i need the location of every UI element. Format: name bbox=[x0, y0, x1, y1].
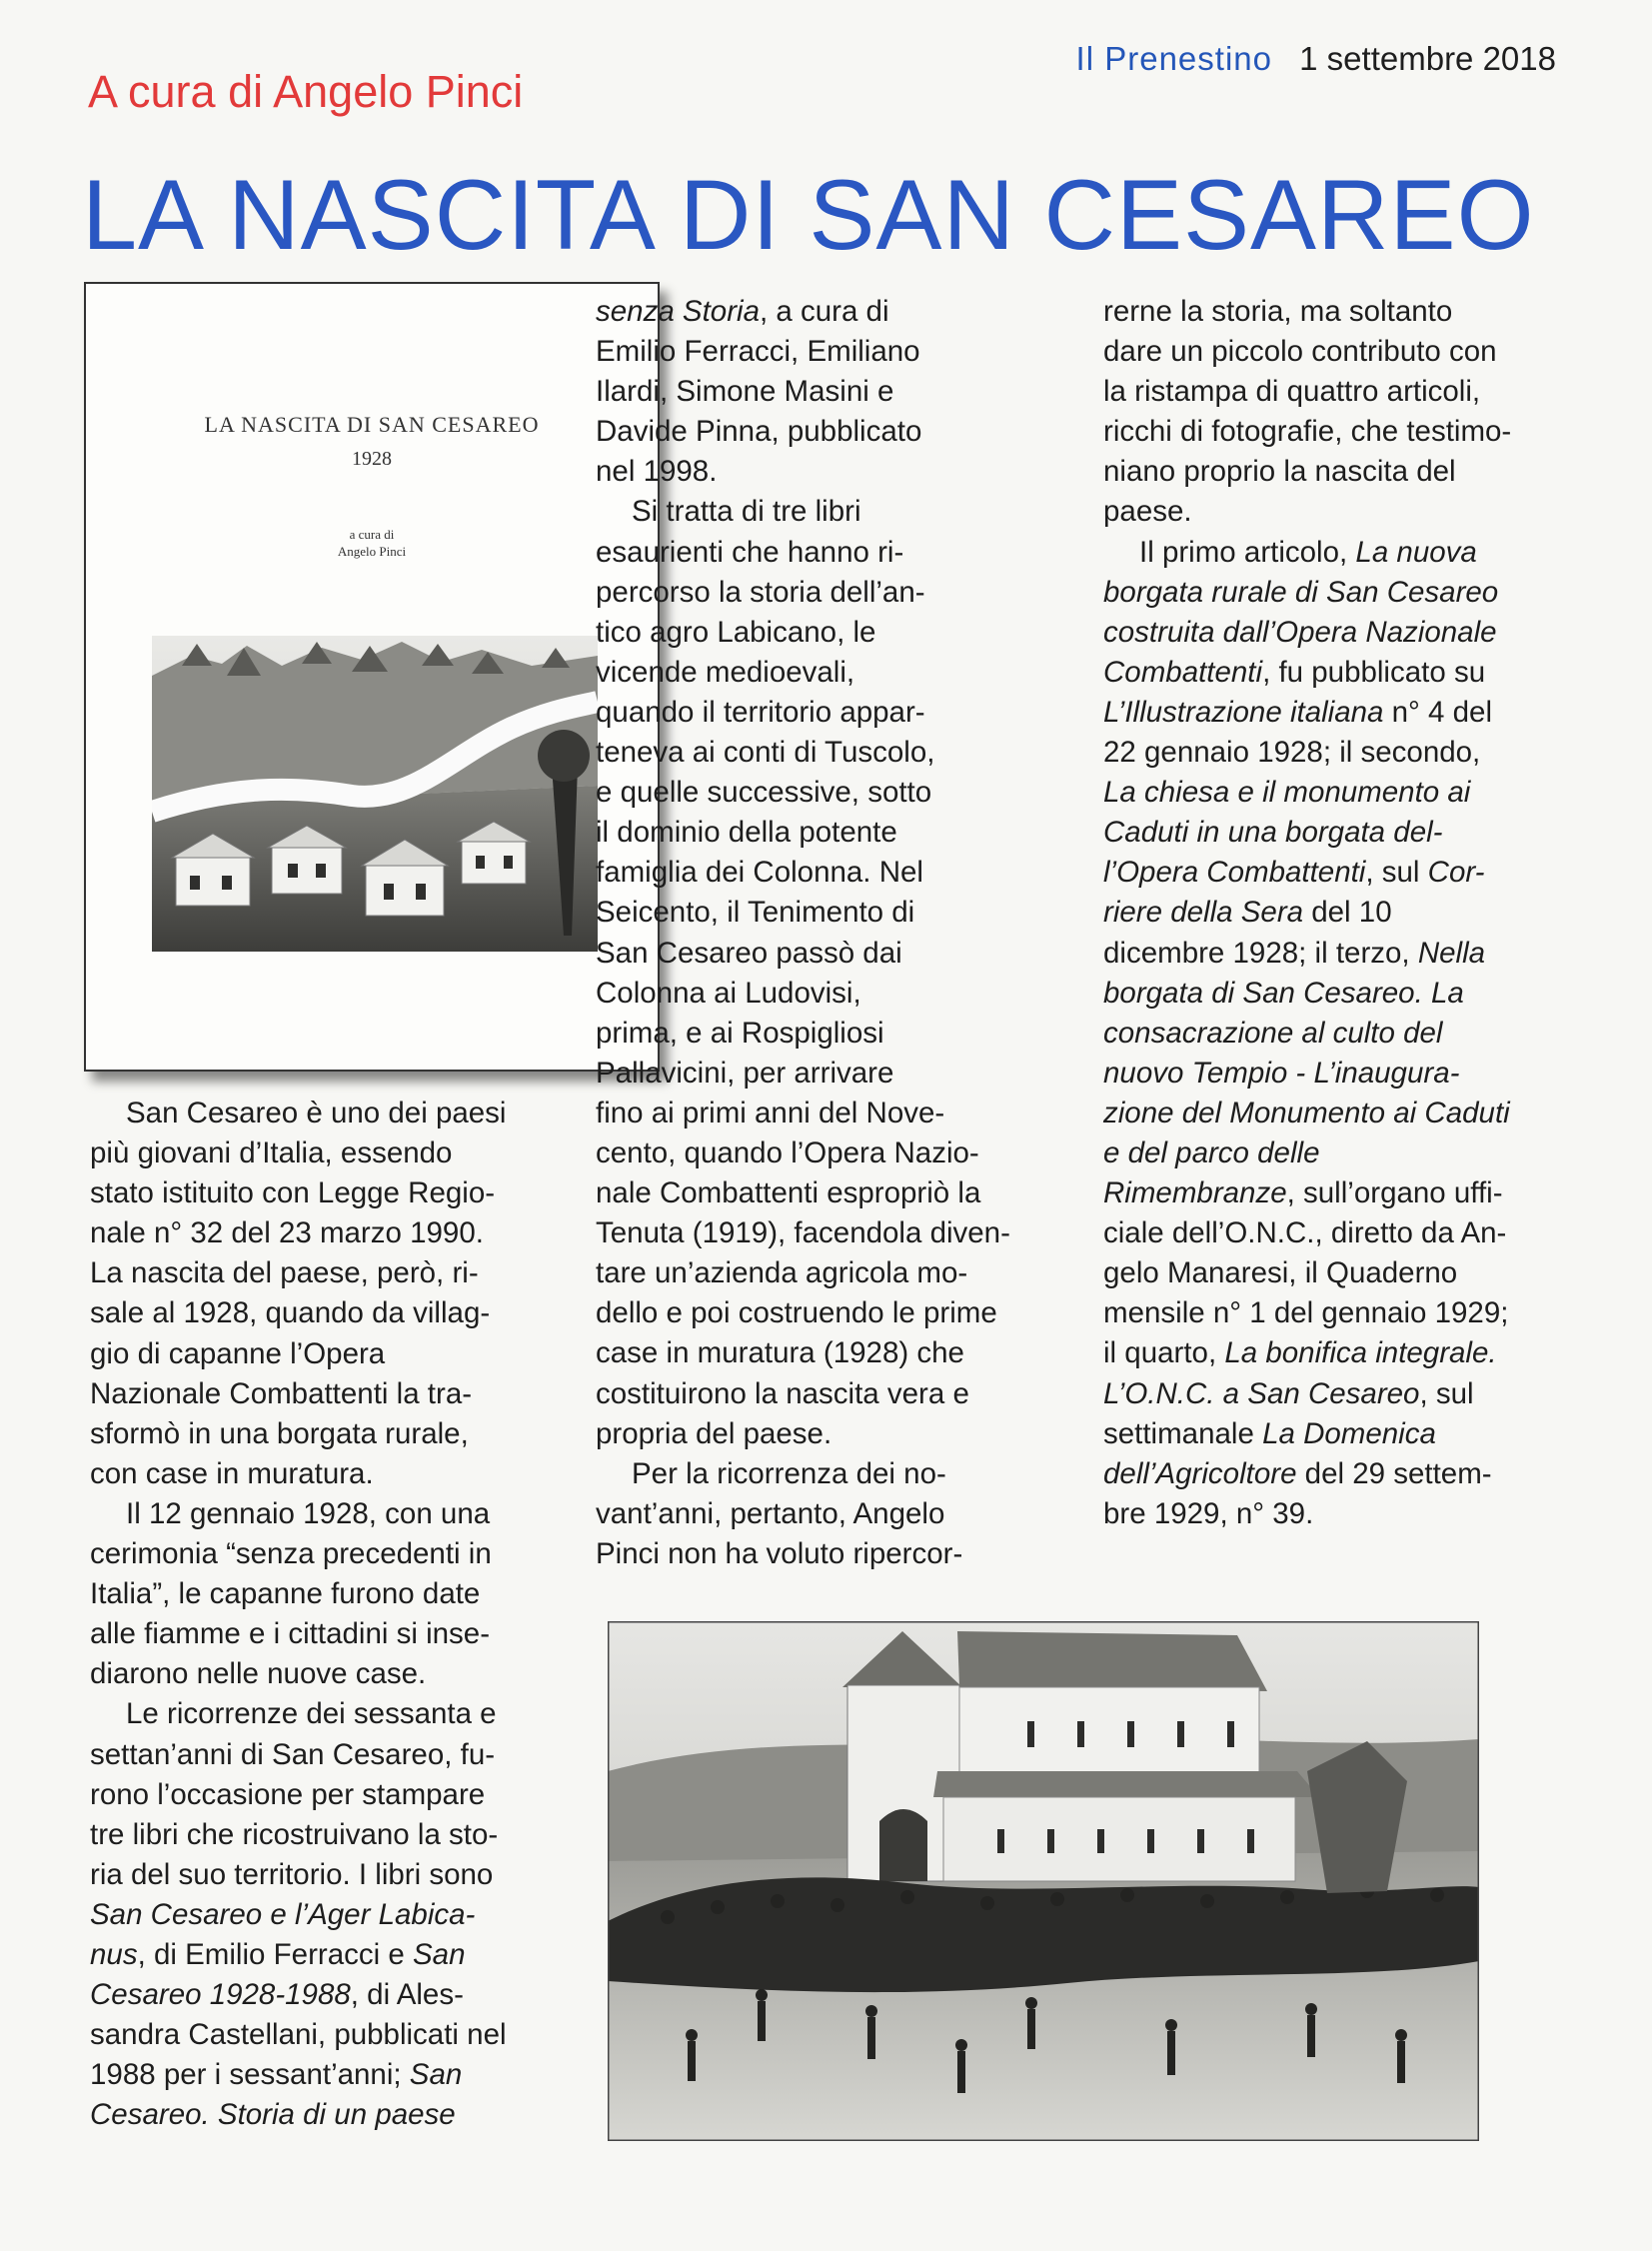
text-segment: nel 1998. bbox=[596, 455, 718, 489]
text-segment: Per la ricorrenza dei no- bbox=[632, 1456, 946, 1490]
text-segment: del 29 settem- bbox=[1296, 1456, 1492, 1490]
text-segment: cento, quando l’Opera Nazio- bbox=[596, 1135, 979, 1169]
text-line bbox=[90, 1815, 520, 1855]
text-line bbox=[90, 1895, 520, 1935]
text-segment: la ristampa di quattro articoli, bbox=[1103, 375, 1481, 409]
text-segment: Colonna ai Ludovisi, bbox=[596, 976, 861, 1010]
text-line bbox=[1103, 1133, 1573, 1173]
text-line bbox=[1103, 1253, 1573, 1293]
text-line bbox=[1103, 773, 1573, 813]
text-line bbox=[90, 1414, 520, 1454]
italic-text: nus bbox=[90, 1937, 138, 1971]
text-line bbox=[90, 1855, 520, 1895]
italic-text: Cor- bbox=[1427, 856, 1485, 890]
cover-curator-line: a cura di bbox=[349, 527, 395, 542]
text-line bbox=[596, 1253, 1065, 1293]
text-line bbox=[1103, 853, 1573, 893]
text-segment: Italia”, le capanne furono date bbox=[90, 1577, 481, 1611]
text-line bbox=[596, 492, 1065, 532]
italic-text: dell’Agricoltore bbox=[1103, 1456, 1297, 1490]
text-line bbox=[596, 653, 1065, 693]
italic-text: Cesareo 1928-1988 bbox=[90, 1978, 351, 2012]
italic-text: consacrazione al culto del bbox=[1103, 1016, 1443, 1050]
italic-text: San bbox=[409, 2058, 463, 2092]
text-line bbox=[90, 1614, 520, 1654]
byline: A cura di Angelo Pinci bbox=[88, 66, 524, 117]
text-segment: , sull’organo uffi- bbox=[1286, 1176, 1503, 1210]
text-line bbox=[1103, 1293, 1573, 1333]
text-segment: dicembre 1928; il terzo, bbox=[1103, 936, 1418, 970]
text-segment: Nazionale Combattenti la tra- bbox=[90, 1376, 473, 1410]
text-segment: prima, e ai Rospigliosi bbox=[596, 1016, 884, 1050]
text-line bbox=[596, 853, 1065, 893]
text-segment: con case in muratura. bbox=[90, 1456, 374, 1490]
text-line bbox=[596, 773, 1065, 813]
cover-photo-village bbox=[152, 636, 598, 952]
text-segment: ricchi di fotografie, che testimo- bbox=[1103, 415, 1512, 449]
text-line bbox=[90, 2055, 520, 2095]
article-column-2 bbox=[596, 292, 1065, 1574]
article-title: LA NASCITA DI SAN CESAREO bbox=[82, 159, 1535, 270]
text-line bbox=[90, 2095, 520, 2135]
text-segment: il quarto, bbox=[1103, 1336, 1225, 1370]
italic-text: borgata rurale di San Cesareo bbox=[1103, 575, 1499, 609]
text-line bbox=[596, 1333, 1065, 1373]
text-segment: Emilio Ferracci, Emiliano bbox=[596, 335, 920, 369]
italic-text: L’Illustrazione italiana bbox=[1103, 695, 1384, 729]
text-segment: Ilardi, Simone Masini e bbox=[596, 375, 894, 409]
text-segment: case in muratura (1928) che bbox=[596, 1336, 964, 1370]
text-line bbox=[1103, 893, 1573, 933]
text-segment: propria del paese. bbox=[596, 1416, 832, 1450]
text-line bbox=[596, 1173, 1065, 1213]
text-segment: alle fiamme e i cittadini si inse- bbox=[90, 1617, 491, 1651]
italic-text: senza Storia bbox=[596, 295, 760, 328]
text-segment: esaurienti che hanno ri- bbox=[596, 535, 904, 569]
text-segment: San Cesareo passò dai bbox=[596, 936, 902, 970]
text-segment: ciale dell’O.N.C., diretto da An- bbox=[1103, 1216, 1507, 1250]
text-line bbox=[596, 452, 1065, 492]
text-line bbox=[596, 693, 1065, 733]
text-segment: e quelle successive, sotto bbox=[596, 776, 932, 810]
text-line bbox=[596, 292, 1065, 332]
text-segment: Pinci non ha voluto ripercor- bbox=[596, 1536, 963, 1570]
text-line bbox=[596, 1374, 1065, 1414]
cover-title: LA NASCITA DI SAN CESAREO bbox=[204, 412, 540, 437]
issue-date: 1 settembre 2018 bbox=[1299, 40, 1556, 77]
text-line bbox=[90, 1213, 520, 1253]
text-line bbox=[1103, 573, 1573, 613]
text-segment: nale Combattenti espropriò la bbox=[596, 1176, 981, 1210]
text-line bbox=[90, 1494, 520, 1534]
text-line bbox=[1103, 934, 1573, 974]
text-segment: vant’anni, pertanto, Angelo bbox=[596, 1496, 945, 1530]
text-line bbox=[1103, 1173, 1573, 1213]
text-segment: La nascita del paese, però, ri- bbox=[90, 1256, 479, 1290]
italic-text: Caduti in una borgata del- bbox=[1103, 816, 1443, 850]
text-line bbox=[1103, 332, 1573, 372]
text-segment: fino ai primi anni del Nove- bbox=[596, 1096, 945, 1129]
text-line bbox=[1103, 653, 1573, 693]
text-segment: teneva ai conti di Tuscolo, bbox=[596, 736, 935, 770]
text-segment: sandra Castellani, pubblicati nel bbox=[90, 2018, 507, 2052]
italic-text: e del parco delle bbox=[1103, 1135, 1320, 1169]
text-line bbox=[1103, 613, 1573, 653]
italic-text: Rimembranze bbox=[1103, 1176, 1287, 1210]
text-line bbox=[596, 1494, 1065, 1534]
text-line bbox=[1103, 492, 1573, 532]
text-line bbox=[596, 1293, 1065, 1333]
cover-curator bbox=[86, 526, 658, 560]
text-segment: percorso la storia dell’an- bbox=[596, 575, 925, 609]
text-segment: , di Ales- bbox=[350, 1978, 464, 2012]
text-line bbox=[1103, 372, 1573, 412]
text-segment: quando il territorio appar- bbox=[596, 695, 925, 729]
text-line bbox=[1103, 452, 1573, 492]
text-line bbox=[1103, 813, 1573, 853]
text-segment: Seicento, il Tenimento di bbox=[596, 896, 915, 930]
text-line bbox=[1103, 733, 1573, 773]
text-segment: , sul bbox=[1365, 856, 1428, 890]
text-segment: Davide Pinna, pubblicato bbox=[596, 415, 922, 449]
text-line bbox=[90, 2015, 520, 2055]
text-line bbox=[596, 1414, 1065, 1454]
church-inauguration-photo bbox=[608, 1621, 1479, 2141]
text-segment: tico agro Labicano, le bbox=[596, 615, 876, 649]
text-line bbox=[596, 412, 1065, 452]
text-line bbox=[596, 1454, 1065, 1494]
text-line bbox=[1103, 1454, 1573, 1494]
text-line bbox=[90, 1334, 520, 1374]
text-segment: cerimonia “senza precedenti in bbox=[90, 1537, 492, 1571]
text-line bbox=[90, 1173, 520, 1213]
text-line bbox=[1103, 1054, 1573, 1094]
text-line bbox=[1103, 1014, 1573, 1054]
text-segment: Il primo articolo, bbox=[1139, 535, 1356, 569]
text-segment: rono l’occasione per stampare bbox=[90, 1777, 486, 1811]
text-line bbox=[1103, 1374, 1573, 1414]
text-segment: 1988 per i sessant’anni; bbox=[90, 2058, 410, 2092]
text-segment: , a cura di bbox=[759, 295, 889, 328]
text-line bbox=[1103, 1094, 1573, 1133]
italic-text: costruita dall’Opera Nazionale bbox=[1103, 615, 1497, 649]
text-line bbox=[90, 1094, 520, 1133]
text-line bbox=[90, 1775, 520, 1815]
text-line bbox=[596, 1054, 1065, 1094]
italic-text: Nella bbox=[1417, 936, 1486, 970]
text-segment: San Cesareo è uno dei paesi bbox=[126, 1097, 507, 1129]
article-column-3 bbox=[1103, 292, 1573, 1534]
text-segment: il dominio della potente bbox=[596, 816, 897, 850]
text-segment: , fu pubblicato su bbox=[1262, 655, 1486, 689]
text-segment: settimanale bbox=[1103, 1416, 1263, 1450]
text-line bbox=[90, 1374, 520, 1414]
text-segment: vicende medioevali, bbox=[596, 655, 855, 689]
text-line bbox=[596, 1094, 1065, 1133]
masthead bbox=[1076, 40, 1556, 78]
text-line bbox=[90, 1935, 520, 1975]
text-segment: n° 4 del bbox=[1383, 695, 1493, 729]
text-line bbox=[596, 1534, 1065, 1574]
text-segment: 22 gennaio 1928; il secondo, bbox=[1103, 736, 1481, 770]
text-line bbox=[596, 813, 1065, 853]
italic-text: L’O.N.C. a San Cesareo bbox=[1103, 1376, 1420, 1410]
text-segment: diarono nelle nuove case. bbox=[90, 1657, 427, 1691]
text-line bbox=[90, 1534, 520, 1574]
text-segment: settan’anni di San Cesareo, fu- bbox=[90, 1737, 496, 1771]
article-column-1 bbox=[90, 1094, 520, 2135]
text-line bbox=[596, 733, 1065, 773]
text-line bbox=[596, 1133, 1065, 1173]
italic-text: La nuova bbox=[1355, 535, 1477, 569]
text-line bbox=[90, 1133, 520, 1173]
italic-text: nuovo Tempio - L’inaugura- bbox=[1103, 1056, 1460, 1090]
text-segment: del 10 bbox=[1303, 896, 1392, 930]
text-line bbox=[596, 372, 1065, 412]
book-cover-image bbox=[84, 282, 660, 1072]
italic-text: San bbox=[412, 1937, 466, 1971]
text-line bbox=[596, 533, 1065, 573]
text-segment: sformò in una borgata rurale, bbox=[90, 1416, 469, 1450]
text-segment: mensile n° 1 del gennaio 1929; bbox=[1103, 1296, 1509, 1330]
cover-curator-name: Angelo Pinci bbox=[337, 544, 407, 559]
text-line bbox=[90, 1253, 520, 1293]
text-segment: bre 1929, n° 39. bbox=[1103, 1496, 1314, 1530]
text-line bbox=[90, 1694, 520, 1734]
newspaper-name: Il Prenestino bbox=[1075, 40, 1272, 77]
italic-text: La Domenica bbox=[1262, 1416, 1436, 1450]
text-segment: famiglia dei Colonna. Nel bbox=[596, 856, 923, 890]
text-line bbox=[1103, 412, 1573, 452]
italic-text: riere della Sera bbox=[1103, 896, 1304, 930]
text-segment: Si tratta di tre libri bbox=[632, 495, 861, 529]
text-segment: Pallavicini, per arrivare bbox=[596, 1056, 894, 1090]
italic-text: La chiesa e il monumento ai bbox=[1103, 776, 1471, 810]
text-line bbox=[1103, 1414, 1573, 1454]
text-line bbox=[596, 974, 1065, 1014]
cover-year: 1928 bbox=[352, 448, 392, 470]
text-segment: dello e poi costruendo le prime bbox=[596, 1296, 997, 1330]
text-line bbox=[1103, 693, 1573, 733]
text-line bbox=[90, 1654, 520, 1694]
italic-text: La bonifica integrale. bbox=[1224, 1336, 1497, 1370]
text-line bbox=[1103, 1333, 1573, 1373]
text-line bbox=[90, 1574, 520, 1614]
text-segment: più giovani d’Italia, essendo bbox=[90, 1136, 453, 1170]
text-segment: , sul bbox=[1419, 1376, 1474, 1410]
text-line bbox=[596, 934, 1065, 974]
text-line bbox=[1103, 533, 1573, 573]
text-segment: gio di capanne l’Opera bbox=[90, 1336, 386, 1370]
text-line bbox=[596, 332, 1065, 372]
text-segment: Il 12 gennaio 1928, con una bbox=[126, 1496, 491, 1530]
text-segment: tare un’azienda agricola mo- bbox=[596, 1256, 968, 1290]
text-segment: costituirono la nascita vera e bbox=[596, 1376, 969, 1410]
text-line bbox=[1103, 1213, 1573, 1253]
text-line bbox=[596, 613, 1065, 653]
text-line bbox=[90, 1975, 520, 2015]
text-segment: rerne la storia, ma soltanto bbox=[1103, 295, 1453, 328]
text-segment: Tenuta (1919), facendola diven- bbox=[596, 1216, 1010, 1250]
italic-text: Combattenti bbox=[1103, 655, 1263, 689]
text-line bbox=[1103, 1494, 1573, 1534]
text-segment: nale n° 32 del 23 marzo 1990. bbox=[90, 1216, 484, 1250]
text-line bbox=[1103, 292, 1573, 332]
text-segment: , di Emilio Ferracci e bbox=[137, 1937, 413, 1971]
text-segment: niano proprio la nascita del bbox=[1103, 455, 1456, 489]
text-line bbox=[90, 1735, 520, 1775]
text-line bbox=[90, 1454, 520, 1494]
text-line bbox=[596, 1014, 1065, 1054]
text-line bbox=[596, 573, 1065, 613]
text-segment: Le ricorrenze dei sessanta e bbox=[126, 1697, 497, 1731]
text-segment: dare un piccolo contributo con bbox=[1103, 335, 1497, 369]
text-line bbox=[596, 1213, 1065, 1253]
italic-text: zione del Monumento ai Caduti bbox=[1103, 1096, 1510, 1129]
text-segment: paese. bbox=[1103, 495, 1192, 529]
text-line bbox=[596, 893, 1065, 933]
text-line bbox=[1103, 974, 1573, 1014]
text-segment: sale al 1928, quando da villag- bbox=[90, 1296, 491, 1330]
text-segment: gelo Manaresi, il Quaderno bbox=[1103, 1256, 1458, 1290]
text-segment: ria del suo territorio. I libri sono bbox=[90, 1857, 494, 1891]
italic-text: l’Opera Combattenti bbox=[1103, 856, 1366, 890]
text-line bbox=[90, 1293, 520, 1333]
text-segment: stato istituito con Legge Regio- bbox=[90, 1176, 496, 1210]
italic-text: San Cesareo e l’Ager Labica- bbox=[90, 1897, 476, 1931]
text-segment: tre libri che ricostruivano la sto- bbox=[90, 1817, 499, 1851]
italic-text: borgata di San Cesareo. La bbox=[1103, 976, 1464, 1010]
italic-text: Cesareo. Storia di un paese bbox=[90, 2098, 456, 2132]
